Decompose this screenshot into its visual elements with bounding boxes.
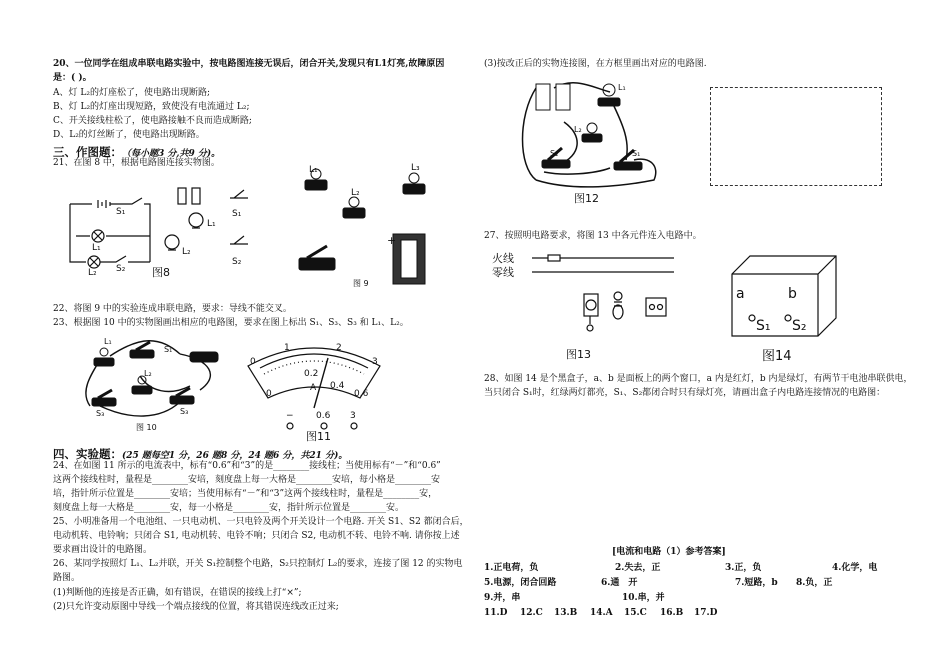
q24-line-1: 24、在如图 11 所示的电流表中，标有“0.6”和“3”的是________接线柱；当使用标有“－”和“0.6”: [53, 461, 441, 471]
fig10-label-s3a: S₃: [96, 409, 105, 418]
q26-line-3: (1)判断他的连接是否正确，如有错误，在错误的接线上打“×”;: [53, 588, 302, 598]
answer-6: 6.通 开: [601, 578, 638, 588]
fig11-bottom-3: 0.6: [354, 389, 369, 399]
q20-option-c: C、开关接线柱松了，使电路接触不良而造成断路;: [53, 116, 252, 126]
q24-line-3: 培，指针所示位置是________安培；当使用标有“－”和“3”这两个接线柱时，量程是________安，: [53, 489, 438, 499]
fig8-label-s2-part: S₂: [232, 257, 242, 267]
fig9-label-l2: L₂: [351, 188, 360, 198]
fig11-top-3: 3: [372, 357, 378, 367]
q20-title-cont: 是：( )。: [53, 73, 92, 83]
fig11-bottom-2: 0.4: [330, 381, 345, 391]
fig9-label-l3: L₃: [411, 163, 420, 173]
answer-16: 16.B: [660, 608, 684, 618]
section3-note: （每小题3 分,共9 分)。: [122, 149, 221, 159]
fig10-label-l1: L₁: [104, 337, 112, 346]
fig12-label-l2: L₂: [574, 125, 582, 134]
q25-line-2: 电动机转、电铃响；只闭合 S1, 电动机转、电铃不响；只闭合 S2, 电动机不转、电铃不响. 请你按上述: [53, 531, 460, 541]
fig13-neutral-wire: 零线: [492, 266, 514, 279]
fig8-label-l1-part: L₁: [207, 219, 216, 229]
q23-text: 23、根据图 10 中的实物图画出相应的电路图，要求在图上标出 S₁、S₃、S₃ 和 L₁、L₂。: [53, 318, 409, 328]
q24-line-4: 刻度盘上每一大格是________安，每一小格是________安，指针所示位置是________安。: [53, 503, 405, 513]
answer-15: 15.C: [624, 608, 647, 618]
q21-text: 21、在图 8 中，根据电路图连接实物图。: [53, 158, 220, 168]
fig11-bottom-0: 0: [266, 389, 272, 399]
fig11-terminal-neg: −: [286, 411, 294, 421]
fig8-caption: 图8: [152, 266, 170, 279]
answer-14: 14.A: [590, 608, 613, 618]
fig14-caption: 图14: [762, 349, 792, 364]
fig12-label-s1: S₁: [632, 149, 641, 158]
figure-14: [730, 254, 840, 366]
answer-8: 8.负，正: [796, 578, 833, 588]
fig9-label-plus: +: [387, 234, 397, 247]
answer-1: 1.正电荷，负: [484, 563, 539, 573]
fig10-label-s1: S₁: [164, 345, 173, 354]
answer-7: 7.短路，b: [735, 578, 778, 588]
figure-12: [514, 76, 664, 206]
q20-option-d: D、L₂的灯丝断了，使电路出现断路。: [53, 130, 205, 140]
fig11-top-1: 1: [284, 343, 290, 353]
q25-line-1: 25、小明准备用一个电池组、一只电动机、一只电铃及两个开关设计一个电路. 开关 S1、S2 都闭合后，: [53, 517, 469, 527]
figure-8: [62, 176, 262, 280]
fig11-top-0: 0: [250, 357, 256, 367]
fig13-live-wire: 火线: [492, 252, 514, 265]
fig9-label-l1: L₁: [309, 165, 318, 175]
fig12-label-s2: S₂: [550, 149, 559, 158]
fig14-label-s1: S₁: [756, 318, 771, 334]
q26-part3: (3)按改正后的实物连接图，在方框里画出对应的电路图.: [484, 59, 707, 69]
fig11-unit: A: [310, 383, 317, 393]
answer-box-q26: [710, 87, 882, 186]
section4-title: 四、实验题：: [53, 447, 122, 461]
q20-option-a: A、灯 L₂的灯座松了，使电路出现断路;: [53, 88, 210, 98]
fig14-label-b: b: [788, 286, 797, 302]
fig8-label-l1: L₁: [92, 243, 101, 253]
figure-9: [293, 162, 441, 290]
q20-option-b: B、灯 L₂的灯座出现短路，致使没有电流通过 L₂;: [53, 102, 250, 112]
fig11-terminal-06: 0.6: [316, 411, 331, 421]
figure-13: [490, 250, 680, 364]
fig11-top-2: 2: [336, 343, 342, 353]
q24-line-2: 这两个接线柱时，量程是________安培，刻度盘上每一大格是________安培，每小格是________安: [53, 475, 441, 485]
answer-10: 10.串，并: [622, 593, 665, 603]
fig10-label-s3b: S₃: [180, 407, 189, 416]
q26-line-4: (2)只允许变动原图中导线一个端点接线的位置，将其错误连线改正过来;: [53, 602, 339, 612]
answer-3: 3.正，负: [725, 563, 762, 573]
answer-2: 2.失去，正: [615, 563, 661, 573]
q28-line-1: 28、如图 14 是个黑盒子，a、b 是面板上的两个窗口，a 内是红灯，b 内是绿灯，有两节干电池串联供电，: [484, 374, 913, 384]
fig13-caption: 图13: [566, 348, 591, 361]
fig14-label-a: a: [736, 286, 745, 302]
section4-note: (25 题每空1 分，26 题8 分，24 题6 分，共21 分)。: [122, 451, 348, 461]
fig14-label-s2: S₂: [792, 318, 807, 334]
answer-4: 4.化学，电: [832, 563, 878, 573]
fig11-terminal-3: 3: [350, 411, 356, 421]
fig11-bottom-1: 0.2: [304, 369, 319, 379]
fig10-label-l2: L₂: [144, 369, 152, 378]
fig12-label-l1: L₁: [618, 83, 626, 92]
answer-12: 12.C: [520, 608, 543, 618]
fig9-caption: 图 9: [353, 279, 369, 288]
answers-title: [电流和电路（1）参考答案]: [612, 547, 726, 557]
fig8-label-l2-part: L₂: [182, 247, 191, 257]
q22-text: 22、将图 9 中的实验连成串联电路，要求：导线不能交叉。: [53, 304, 292, 314]
figure-11: [244, 336, 384, 442]
fig8-label-s1: S₁: [116, 207, 126, 217]
section3-title: 三、作图题：: [53, 145, 122, 159]
fig8-label-s2: S₂: [116, 264, 126, 274]
figure-10: [70, 336, 230, 432]
q20-title: 20、一位同学在组成串联电路实验中，按电路图连接无误后，闭合开关,发现只有L1灯亮,故障原因: [53, 59, 445, 69]
answer-17: 17.D: [694, 608, 718, 618]
fig8-label-s1-part: S₁: [232, 209, 242, 219]
q27-text: 27、按照明电路要求，将图 13 中各元件连入电路中。: [484, 231, 702, 241]
q26-line-2: 路图。: [53, 573, 81, 583]
answer-5: 5.电源，闭合回路: [484, 578, 557, 588]
answer-13: 13.B: [554, 608, 578, 618]
q25-line-3: 要求画出设计的电路图。: [53, 545, 153, 555]
answer-9: 9.并，串: [484, 593, 521, 603]
answer-11: 11.D: [484, 608, 508, 618]
q28-line-2: 当只闭合 S₁时，红绿两灯都亮，S₁、S₂都闭合时只有绿灯亮，请画出盒子内电路连接情况的电路图：: [484, 388, 886, 398]
fig12-caption: 图12: [574, 192, 599, 205]
fig11-caption: 图11: [306, 430, 331, 442]
q26-line-1: 26、某同学按照灯 L₁、L₂并联，开关 S₁控制整个电路，S₂只控制灯 L₂的要求，连接了图 12 的实物电: [53, 559, 463, 569]
fig10-caption: 图 10: [136, 423, 157, 432]
fig8-label-l2: L₂: [88, 268, 97, 278]
